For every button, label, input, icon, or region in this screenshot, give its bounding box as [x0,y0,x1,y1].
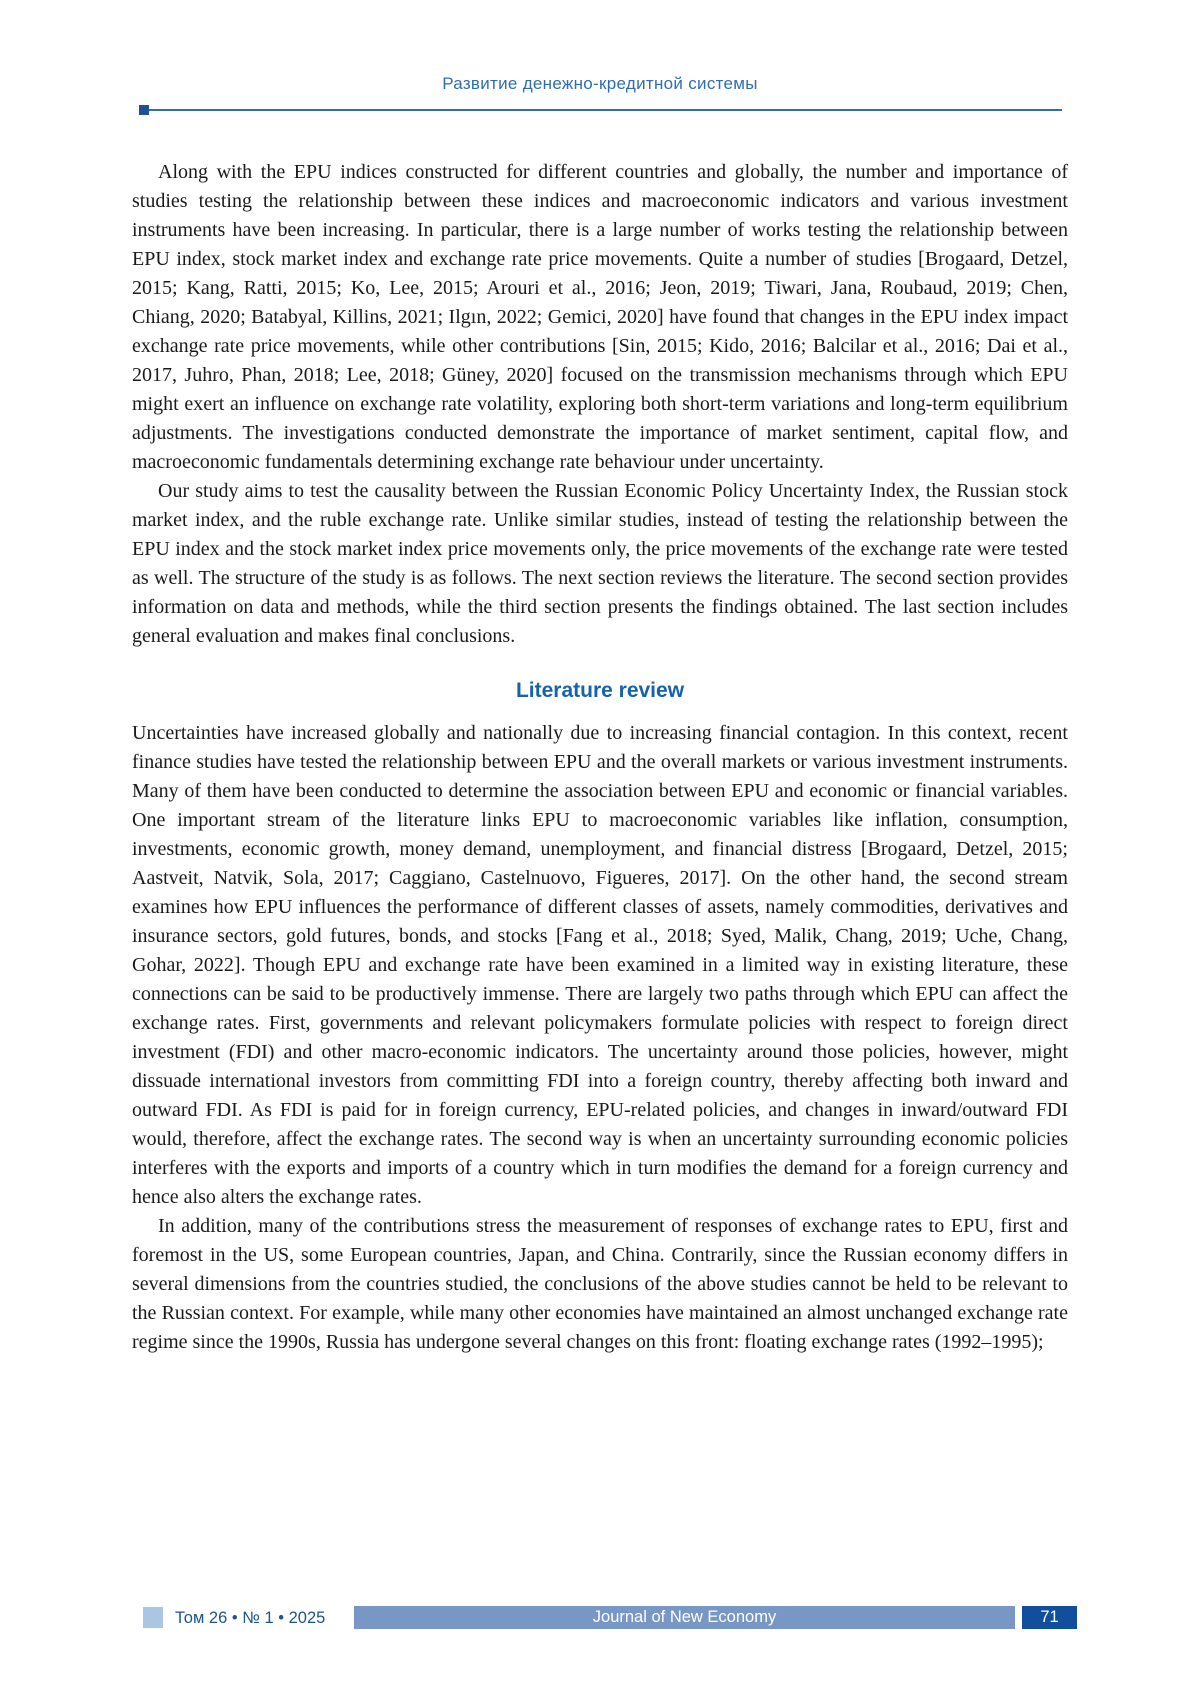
rule-square-decoration [139,105,149,115]
literature-paragraph-2: In addition, many of the contributions stress the measurement of responses of exchange rates to EPU, first and foremost in the US, some European countries, Japan, and China. Contrarily, since the Russian economy differs in several dimensions from the countries studied, the conclusions of the above studies cannot be held to be relevant to the Russian context. For example, while many other economies have maintained an almost unchanged exchange rate regime since the 1990s, Russia has undergone several changes on this front: floating exchange rates (1992–1995); [132,1215,1068,1353]
page-number-box [1022,1606,1077,1629]
running-head: Развитие денежно-кредитной системы [442,74,758,93]
journal-name-bar [354,1606,1015,1629]
footer-square-decoration [143,1607,163,1628]
intro-paragraph-2: Our study aims to test the causality between the Russian Economic Policy Uncertainty Index, the Russian stock market index, and the ruble exchange rate. Unlike similar studies, instead of testing the relationship between the EPU index and the stock market index price movements only, the price movements of the exchange rate were tested as well. The structure of the study is as follows. The next section reviews the literature. The second section provides information on data and methods, while the third section presents the findings obtained. The last section includes general evaluation and makes final conclusions. [132,480,1068,647]
section-heading-literature-review: Literature review [515,679,685,702]
volume-issue-label: Том 26 • № 1 • 2025 [175,1609,326,1627]
header-rule [140,109,1062,111]
article-body [132,158,1068,1357]
literature-paragraph-1: Uncertainties have increased globally and nationally due to increasing financial contagion. In this context, recent finance studies have tested the relationship between EPU and the overall markets or various investment instruments. Many of them have been conducted to determine the association between EPU and economic or financial variables. One important stream of the literature links EPU to macroeconomic variables like inflation, consumption, investments, economic growth, money demand, unemployment, and financial distress [Brogaard, Detzel, 2015; Aastveit, Natvik, Sola, 2017; Caggiano, Castelnuovo, Figueres, 2017]. On the other hand, the second stream examines how EPU influences the performance of different classes of assets, namely commodities, derivatives and insurance sectors, gold futures, bonds, and stocks [Fang et al., 2018; Syed, Malik, Chang, 2019; Uche, Chang, Gohar, 2022]. Though EPU and exchange rate have been examined in a limited way in existing literature, these connections can be said to be productively immense. There are largely two paths through which EPU can affect the exchange rates. First, governments and relevant policymakers formulate policies with respect to foreign direct investment (FDI) and other macro-economic indicators. The uncertainty around those policies, however, might dissuade international investors from committing FDI into a foreign country, thereby affecting both inward and outward FDI. As FDI is paid for in foreign currency, EPU-related policies, and changes in inward/outward FDI would, therefore, affect the exchange rates. The second way is when an uncertainty surrounding economic policies interferes with the exports and imports of a country which in turn modifies the demand for a foreign currency and hence also alters the exchange rates. [132,722,1068,1208]
journal-name: Journal of New Economy [592,1608,777,1626]
page-number: 71 [1040,1608,1059,1626]
intro-paragraph-1: Along with the EPU indices constructed for different countries and globally, the number and importance of studies testing the relationship between these indices and macroeconomic indicators and various investment instruments have been increasing. In particular, there is a large number of works testing the relationship between EPU index, stock market index and exchange rate price movements. Quite a number of studies [Brogaard, Detzel, 2015; Kang, Ratti, 2015; Ko, Lee, 2015; Arouri et al., 2016; Jeon, 2019; Tiwari, Jana, Roubaud, 2019; Chen, Chiang, 2020; Batabyal, Killins, 2021; Ilgın, 2022; Gemici, 2020] have found that changes in the EPU index impact exchange rate price movements, while other contributions [Sin, 2015; Kido, 2016; Balcilar et al., 2016; Dai et al., 2017, Juhro, Phan, 2018; Lee, 2018; Güney, 2020] focused on the transmission mechanisms through which EPU might exert an influence on exchange rate volatility, exploring both short-term variations and long-term equilibrium adjustments. The investigations conducted demonstrate the importance of market sentiment, capital flow, and macroeconomic fundamentals determining exchange rate behaviour under uncertainty. [132,161,1068,473]
